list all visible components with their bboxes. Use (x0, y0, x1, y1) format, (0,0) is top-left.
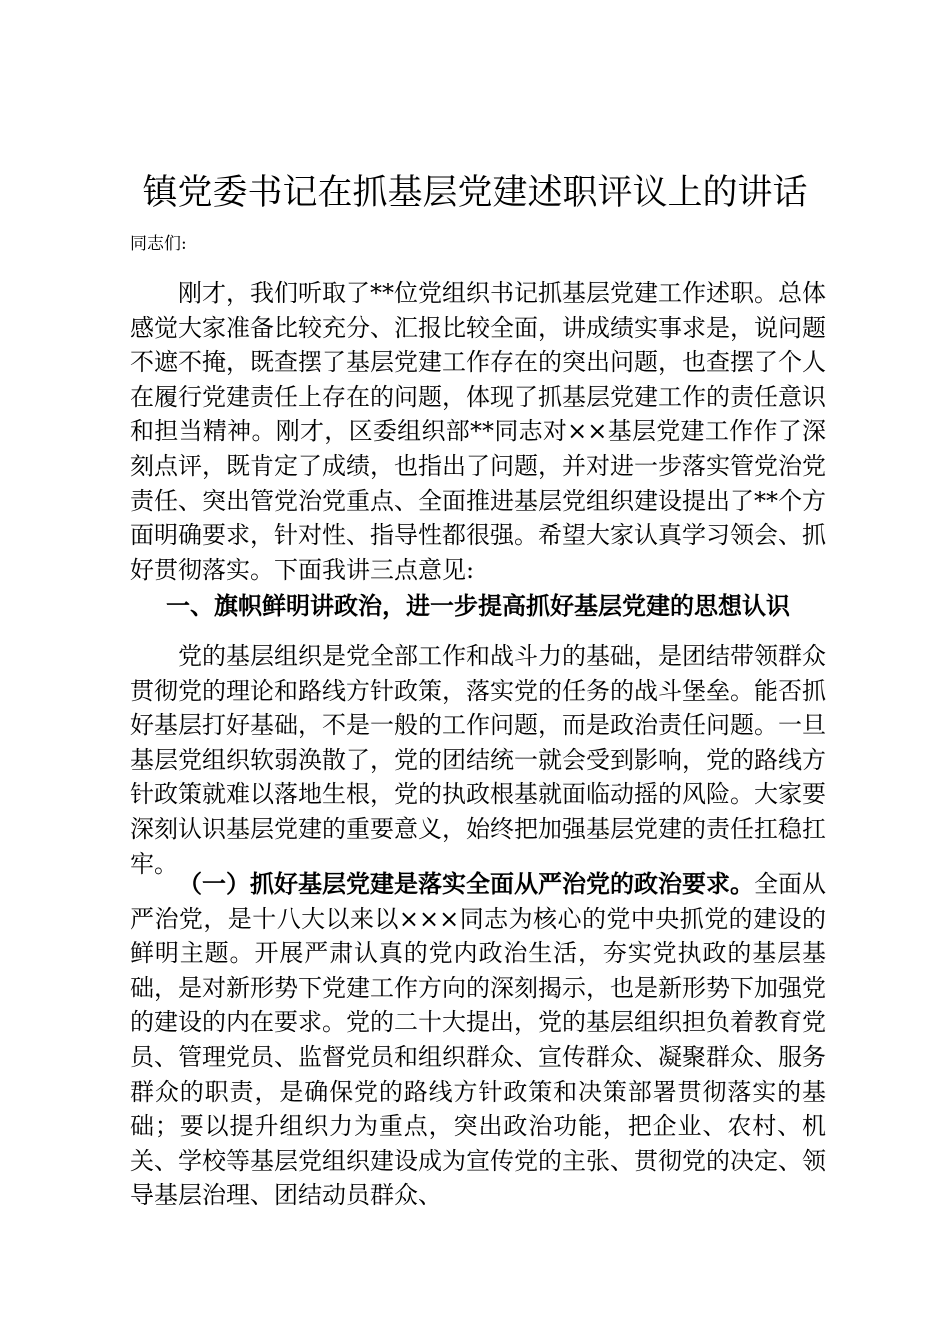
body-paragraph (130, 867, 826, 1213)
subsection-heading: （一）抓好基层党建是落实全面从严治党的政治要求。 (178, 869, 754, 898)
salutation: 同志们: (130, 234, 187, 254)
body-paragraph: 刚才，我们听取了**位党组织书记抓基层党建工作述职。总体感觉大家准备比较充分、汇报比较全面，讲成绩实事求是，说问题不遮不掩，既查摆了基层党建工作存在的突出问题，也查摆了个人在履行党建责任上存在的问题，体现了抓基层党建工作的责任意识和担当精神。刚才，区委组织部**同志对××基层党建工作作了深刻点评，既肯定了成绩，也指出了问题，并对进一步落实管党治党责任、突出管党治党重点、全面推进基层党组织建设提出了**个方面明确要求，针对性、指导性都很强。希望大家认真学习领会、抓好贯彻落实。下面我讲三点意见: (130, 279, 826, 584)
body-paragraph: 党的基层组织是党全部工作和战斗力的基础，是团结带领群众贯彻党的理论和路线方针政策，落实党的任务的战斗堡垒。能否抓好基层打好基础，不是一般的工作问题，而是政治责任问题。一旦基层党组织软弱涣散了，党的团结统一就会受到影响，党的路线方针政策就难以落地生根，党的执政根基就面临动摇的风险。大家要深刻认识基层党建的重要意义，始终把加强基层党建的责任扛稳扛牢。 (130, 642, 826, 878)
paragraph-body: 全面从严治党，是十八大以来以×××同志为核心的党中央抓党的建设的鲜明主题。开展严肃认真的党内政治生活，夯实党执政的基层基础，是对新形势下党建工作方向的深刻揭示，也是新形势下加强党的建设的内在要求。党的二十大提出，党的基层组织担负着教育党员、管理党员、监督党员和组织群众、宣传群众、凝聚群众、服务群众的职责，是确保党的路线方针政策和决策部署贯彻落实的基础；要以提升组织力为重点，突出政治功能，把企业、农村、机关、学校等基层党组织建设成为宣传党的主张、贯彻党的决定、领导基层治理、团结动员群众、 (130, 870, 826, 1210)
section-heading: 一、旗帜鲜明讲政治，进一步提高抓好基层党建的思想认识 (166, 591, 790, 620)
document-title: 镇党委书记在抓基层党建述职评议上的讲话 (142, 173, 808, 213)
